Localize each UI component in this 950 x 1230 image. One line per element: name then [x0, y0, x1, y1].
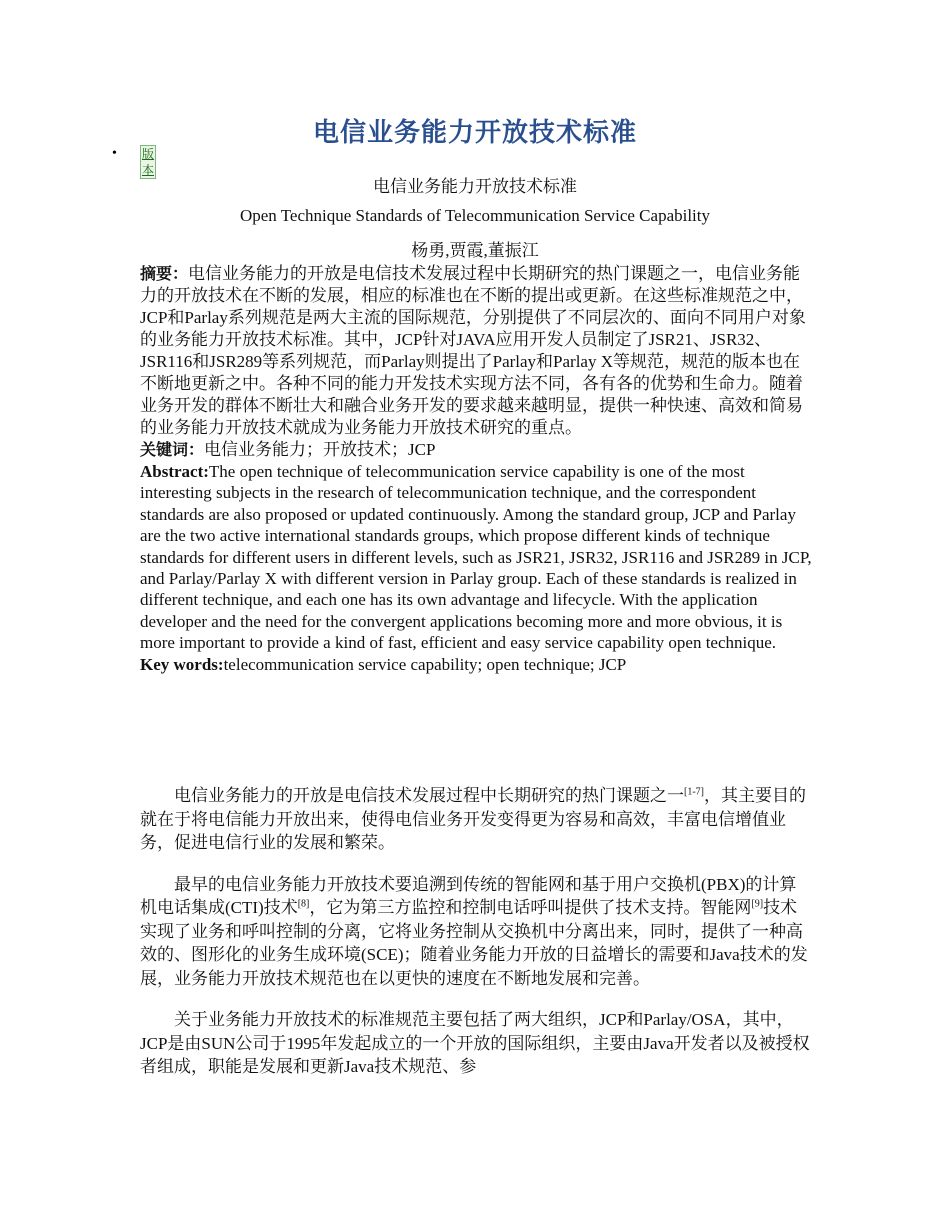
body-p2-text-b: ，它为第三方监控和控制电话呼叫提供了技术支持。智能网 [309, 898, 752, 917]
keywords-en-label: Key words: [140, 654, 224, 674]
abstract-section [140, 263, 812, 675]
body-paragraph-2 [140, 873, 812, 991]
abstract-cn [140, 263, 812, 439]
paper-authors: 杨勇,贾霞,董振江 [411, 241, 539, 260]
body-paragraph-3: 关于业务能力开放技术的标准规范主要包括了两大组织，JCP和Parlay/OSA，其中，JCP是由SUN公司于1995年发起成立的一个开放的国际组织，主要由Java开发者以及被授权者组成，职能是发展和更新Java技术规范、参 [140, 1010, 810, 1076]
version-link[interactable]: 版本 [142, 147, 155, 177]
body-p1-text-b: ，其主要目的就在于将电信能力开放出来，使得电信业务开发变得更为容易和高效，丰富电信增值业务，促进电信行业的发展和繁荣。 [140, 786, 806, 852]
citation-9[interactable]: [9] [751, 898, 764, 910]
citation-1-7[interactable]: [1-7] [684, 786, 704, 798]
abstract-en-text: The open technique of telecommunication service capability is one of the most interesting subjects in the research of telecommunication technique, and the correspondent standards are also proposed or updated continuously. Among the standard group, JCP and Parlay are the two active international standards groups, which propose different kinds of technique standards for different users in different levels, such as JSR21, JSR32, JSR116 and JSR289 in JCP, and Parlay/Parlay X with different version in Parlay group. Each of these standards is realized in different technique, and each one has its own advantage and lifecycle. With the application developer and the need for the convergent applications becoming more and more obvious, it is more important to provide a kind of fast, efficient and easy service capability open technique. [140, 462, 812, 653]
keywords-cn-label: 关键词： [140, 440, 205, 459]
body-p2-text-c: 技术实现了业务和呼叫控制的分离，它将业务控制从交换机中分离出来，同时，提供了一种高效的、图形化的业务生成环境(SCE)；随着业务能力开放的日益增长的需要和Java技术的发展，业务能力开放技术规范也在以更快的速度在不断地发展和完善。 [140, 898, 808, 988]
body-paragraph-1 [140, 784, 812, 855]
keywords-cn-text: 电信业务能力；开放技术；JCP [204, 440, 436, 459]
abstract-en-label: Abstract: [140, 462, 209, 481]
paper-title-cn: 电信业务能力开放技术标准 [373, 177, 577, 196]
page-title: 电信业务能力开放技术标准 [312, 118, 637, 148]
bullet-icon: • [112, 146, 117, 161]
abstract-cn-label: 摘要： [140, 264, 189, 283]
body-p1-text-a: 电信业务能力的开放是电信技术发展过程中长期研究的热门课题之一 [174, 786, 684, 805]
body-p2-text-a: 最早的电信业务能力开放技术要追溯到传统的智能网和基于用户交换机(PBX)的计算机电话集成(CTI)技术 [140, 874, 797, 917]
citation-8[interactable]: [8] [297, 898, 310, 910]
abstract-cn-text: 电信业务能力的开放是电信技术发展过程中长期研究的热门课题之一，电信业务能力的开放技术在不断的发展，相应的标准也在不断的提出或更新。在这些标准规范之中，JCP和Parlay系列规范是两大主流的国际规范，分别提供了不同层次的、面向不同用户对象的业务能力开放技术标准。其中，JCP针对JAVA应用开发人员制定了JSR21、JSR32、JSR116和JSR289等系列规范，而Parlay则提出了Parlay和Parlay X等规范，规范的版本也在不断地更新之中。各种不同的能力开发技术实现方法不同，各有各的优势和生命力。随着业务开发的群体不断壮大和融合业务开发的要求越来越明显，提供一种快速、高效和简易的业务能力开放技术就成为业务能力开放技术研究的重点。 [140, 264, 806, 437]
keywords-en-text: telecommunication service capability; open technique; JCP [223, 654, 627, 674]
body-section [140, 784, 812, 1097]
keywords-en [140, 654, 812, 675]
keywords-cn [140, 439, 812, 461]
paper-title-en: Open Technique Standards of Telecommunication Service Capability [239, 206, 711, 225]
abstract-en [140, 461, 812, 654]
